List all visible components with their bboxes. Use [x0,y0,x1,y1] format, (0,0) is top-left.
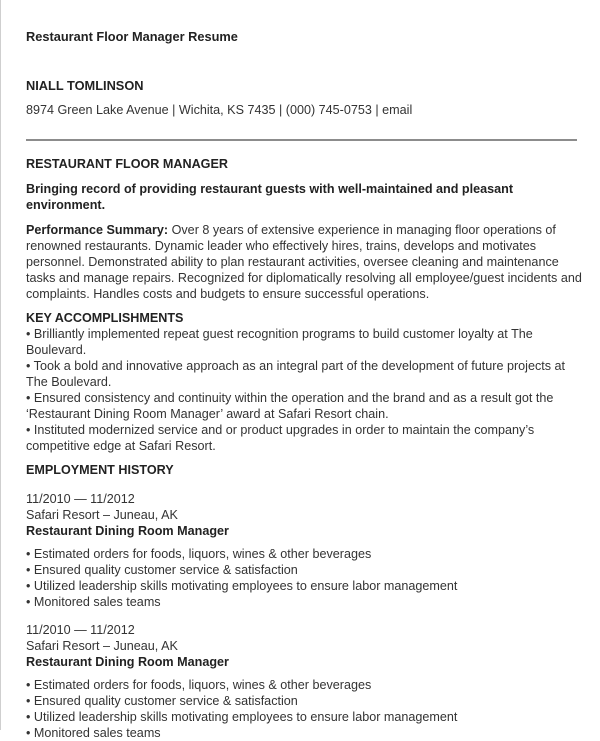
list-item: • Monitored sales teams [26,726,161,740]
list-item: • Estimated orders for foods, liquors, wines & other beverages [26,678,372,692]
resume-body [26,156,586,741]
job-title: Restaurant Dining Room Manager [26,655,229,669]
list-item: • Ensured consistency and continuity within the operation and the brand and as a result got the ‘Restaurant Dining Room Manager’ award at Safari Resort chain. [26,391,554,421]
job-company: Safari Resort – Juneau, AK [26,639,178,653]
summary-label: Performance Summary: [26,223,169,237]
header-divider [26,139,577,141]
document-title: Restaurant Floor Manager Resume [26,29,238,44]
accomplishments-heading: KEY ACCOMPLISHMENTS [26,311,184,325]
job-dates: 11/2010 — 11/2012 [26,492,135,506]
performance-summary [26,222,586,302]
employment-heading: EMPLOYMENT HISTORY [26,463,174,477]
list-item: • Instituted modernized service and or product upgrades in order to maintain the company’s competitive edge at Safari Resort. [26,423,535,453]
candidate-name: NIALL TOMLINSON [26,78,144,93]
list-item: • Monitored sales teams [26,595,161,609]
role-heading: RESTAURANT FLOOR MANAGER [26,157,228,171]
job-company: Safari Resort – Juneau, AK [26,508,178,522]
contact-line: 8974 Green Lake Avenue | Wichita, KS 7435 | (000) 745-0753 | email [26,103,413,117]
list-item: • Brilliantly implemented repeat guest recognition programs to build customer loyalty at The Boulevard. [26,327,533,357]
job-entry [26,622,586,741]
job-dates: 11/2010 — 11/2012 [26,623,135,637]
summary-text: Over 8 years of extensive experience in managing floor operations of renowned restaurants. Dynamic leader who effectively hires, trains, develops and motivates personnel. Demonstrated ability to plan restaurant activities, oversee cleaning and maintenance tasks and manage repairs. Recognized for diplomatically resolving all employee/guest incidents and complaints. Handles costs and budgets to ensure successful operations. [26,223,582,301]
job-title: Restaurant Dining Room Manager [26,524,229,538]
accomplishments-section [26,310,586,454]
list-item: • Estimated orders for foods, liquors, wines & other beverages [26,547,372,561]
tagline: Bringing record of providing restaurant guests with well-maintained and pleasant environment. [26,182,514,212]
list-item: • Took a bold and innovative approach as an integral part of the development of future projects at The Boulevard. [26,359,566,389]
list-item: • Utilized leadership skills motivating employees to ensure labor management [26,710,458,724]
list-item: • Ensured quality customer service & satisfaction [26,563,298,577]
list-item: • Ensured quality customer service & satisfaction [26,694,298,708]
job-entry [26,491,586,610]
list-item: • Utilized leadership skills motivating employees to ensure labor management [26,579,458,593]
